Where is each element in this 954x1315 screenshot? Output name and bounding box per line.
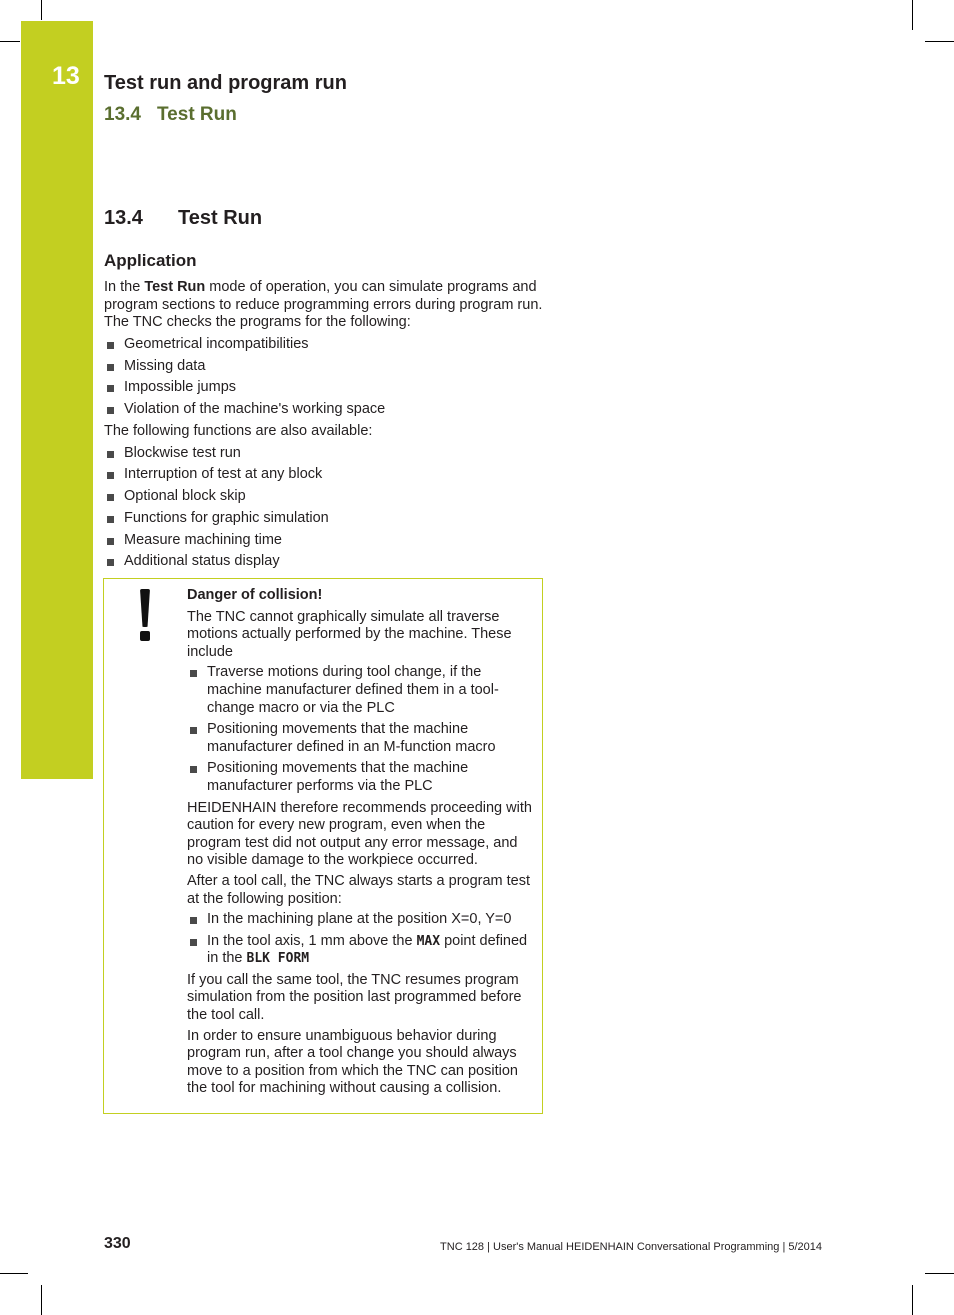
danger-title: Danger of collision! (187, 587, 323, 603)
functions-intro: The following functions are also available: (104, 422, 373, 439)
danger-paragraph: After a tool call, the TNC always starts a program test at the following position: (187, 872, 531, 907)
chapter-number: 13 (52, 62, 80, 90)
intro-paragraph (104, 279, 544, 332)
danger-paragraph: HEIDENHAIN therefore recommends proceeding with caution for every new program, even when the program test did not output any error message, and no visible damage to the workpiece occurred. (187, 799, 532, 869)
pos-text-mid: point defined in the (207, 932, 528, 967)
danger-content (187, 587, 537, 1101)
list-item: Geometrical incompatibilities (104, 336, 544, 354)
list-item: Optional block skip (104, 488, 544, 506)
danger-paragraph: The TNC cannot graphically simulate all traverse motions actually performed by the machine. These include (187, 608, 512, 660)
list-item: Missing data (104, 358, 544, 376)
exclamation-icon (134, 589, 156, 639)
list-item: Additional status display (104, 553, 544, 571)
danger-notice-box (103, 578, 543, 1114)
list-item: Measure machining time (104, 532, 544, 550)
main-content (104, 205, 544, 575)
crop-mark (0, 41, 20, 42)
checks-list (104, 336, 544, 419)
footer-text: TNC 128 | User's Manual HEIDENHAIN Conversational Programming | 5/2014 (440, 1241, 822, 1253)
max-keyword: MAX (416, 933, 441, 949)
list-item: Positioning movements that the machine manufacturer performs via the PLC (187, 760, 537, 795)
pos-text: In the tool axis, 1 mm above the (207, 932, 417, 949)
list-item: Violation of the machine's working space (104, 401, 544, 419)
running-header-section (104, 104, 237, 126)
danger-list (187, 664, 537, 795)
list-item: Positioning movements that the machine manufacturer defined in an M-function macro (187, 721, 537, 756)
list-item: Interruption of test at any block (104, 466, 544, 484)
danger-paragraph: In order to ensure unambiguous behavior during program run, after a tool change you should always move to a position from which the TNC can position the tool for machining without causing a collision. (187, 1027, 518, 1097)
running-header-section-number: 13.4 (104, 104, 141, 125)
page-number: 330 (104, 1235, 131, 1252)
list-item: In the machining plane at the position X=0, Y=0 (187, 911, 537, 929)
crop-mark (925, 1273, 954, 1274)
crop-mark (0, 1273, 28, 1274)
functions-list (104, 445, 544, 572)
intro-text-rest: mode of operation, you can simulate programs and program sections to reduce programming errors during program run. The TNC checks the programs for the following: (104, 279, 543, 331)
danger-paragraph: If you call the same tool, the TNC resumes program simulation from the position last programmed before the tool call. (187, 971, 522, 1024)
crop-mark (41, 1285, 42, 1315)
running-header-section-title: Test Run (156, 104, 237, 125)
section-heading (104, 205, 544, 231)
list-item: Blockwise test run (104, 445, 544, 463)
chapter-tab (21, 21, 93, 779)
section-title: Test Run (178, 207, 263, 229)
list-item (187, 933, 537, 968)
intro-bold-term: Test Run (144, 279, 206, 295)
blk-form-keyword: BLK FORM (246, 951, 310, 967)
list-item: Traverse motions during tool change, if the machine manufacturer defined them in a tool-change macro or via the PLC (187, 664, 537, 717)
section-number: 13.4 (104, 207, 143, 229)
start-position-list (187, 911, 537, 968)
subsection-heading: Application (104, 251, 197, 270)
crop-mark (41, 0, 42, 20)
list-item: Functions for graphic simulation (104, 510, 544, 528)
crop-mark (925, 41, 954, 42)
intro-text: In the (104, 279, 145, 295)
list-item: Impossible jumps (104, 379, 544, 397)
crop-mark (912, 1285, 913, 1315)
running-header-title: Test run and program run (104, 72, 347, 94)
crop-mark (912, 0, 913, 30)
